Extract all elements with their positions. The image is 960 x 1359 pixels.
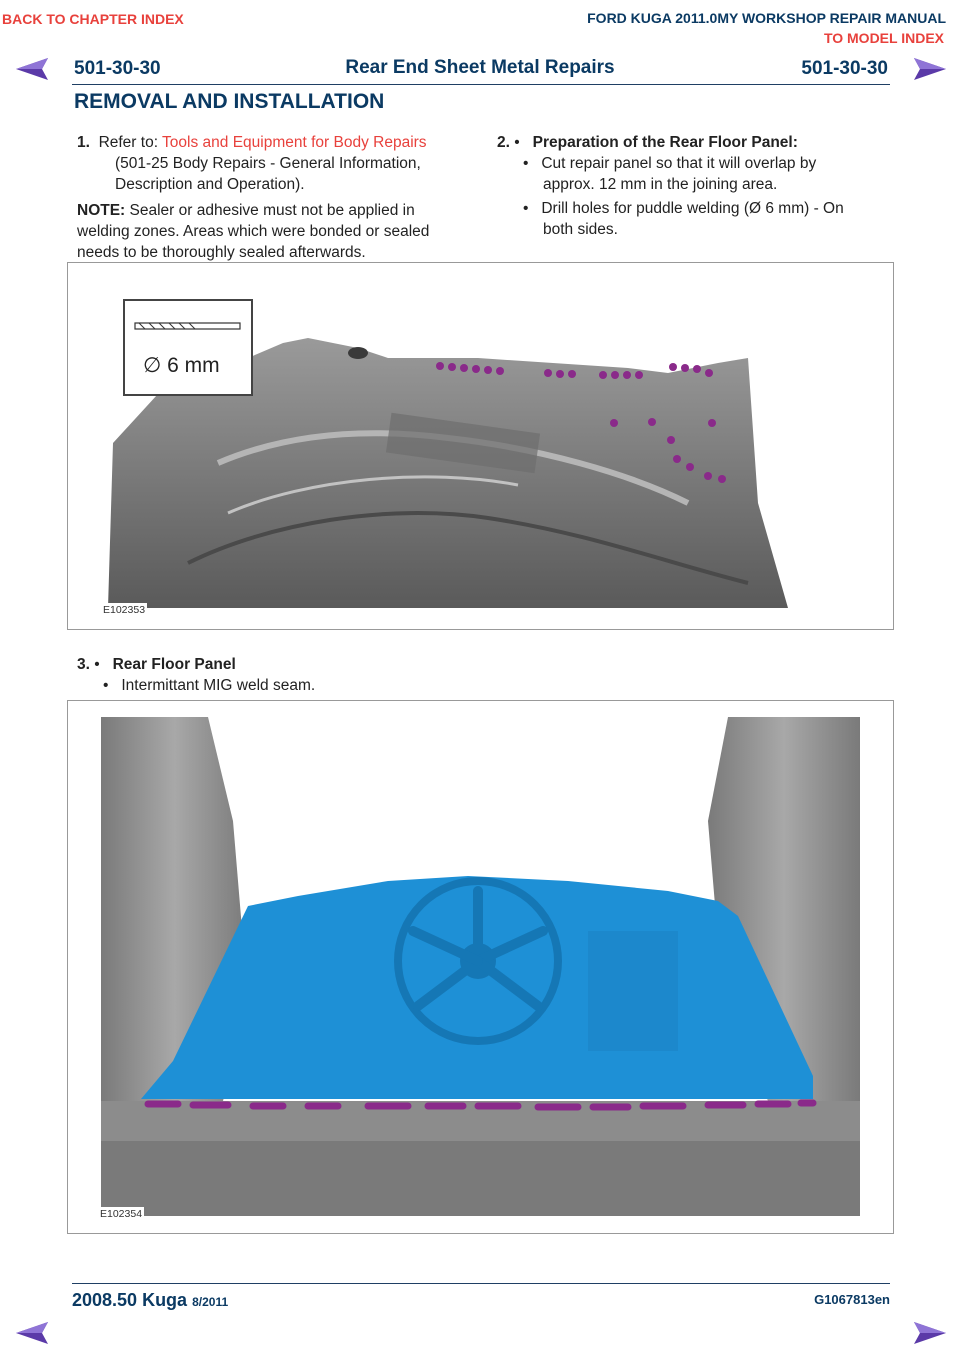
- step-2: [497, 132, 897, 240]
- manual-title: FORD KUGA 2011.0MY WORKSHOP REPAIR MANUAL: [587, 10, 946, 26]
- step-1-reference-a: (501-25 Body Repairs - General Information,: [115, 155, 421, 172]
- next-page-bottom-arrow-icon[interactable]: [912, 1320, 948, 1346]
- diameter-icon: ∅: [143, 354, 162, 377]
- footer-rule: [72, 1283, 890, 1284]
- drill-bit-inset: [123, 299, 253, 396]
- figure-1-code: E102353: [103, 604, 146, 616]
- note-label: NOTE:: [77, 202, 126, 219]
- section-heading: REMOVAL AND INSTALLATION: [74, 90, 385, 113]
- note-line-c: needs to be thoroughly sealed afterwards.: [77, 244, 366, 261]
- step-2-title: Preparation of the Rear Floor Panel:: [532, 134, 798, 151]
- step-3: [77, 654, 577, 696]
- section-code-left: 501-30-30: [74, 58, 161, 79]
- bullet-icon: •: [523, 200, 529, 217]
- footer-model-name: 2008.50 Kuga: [72, 1290, 188, 1310]
- step-1: [77, 132, 467, 195]
- note-line-a: Sealer or adhesive must not be applied in: [129, 202, 415, 219]
- luggage-compartment-illustration: [68, 701, 892, 1232]
- previous-page-bottom-arrow-icon[interactable]: [14, 1320, 50, 1346]
- next-page-arrow-icon[interactable]: [912, 56, 948, 82]
- step-1-number: 1.: [77, 134, 90, 151]
- drill-bit-icon: [125, 301, 251, 341]
- step-3-title: Rear Floor Panel: [112, 656, 236, 673]
- footer-model: [72, 1290, 228, 1311]
- bullet-icon: •: [103, 677, 109, 694]
- step-3-bullet-1: Intermittant MIG weld seam.: [121, 677, 316, 694]
- figure-rear-floor-weld-seam: [67, 700, 894, 1234]
- step-2-bullet-1a: Cut repair panel so that it will overlap by: [541, 155, 817, 172]
- note-line-b: welding zones. Areas which were bonded or sealed: [77, 223, 430, 240]
- step-2-bullet-2b: both sides.: [543, 221, 618, 238]
- step-1-reference-b: Description and Operation).: [115, 176, 305, 193]
- step-2-bullet-2a: Drill holes for puddle welding (Ø 6 mm) - On: [541, 200, 844, 217]
- step-3-number: 3.: [77, 656, 90, 673]
- footer-date: 8/2011: [192, 1295, 229, 1309]
- header-rule: [72, 84, 890, 85]
- to-model-index-link[interactable]: TO MODEL INDEX: [823, 30, 944, 46]
- note-block: [77, 200, 472, 263]
- figure-rear-floor-drill-holes: [67, 262, 894, 630]
- step-2-bullet-1b: approx. 12 mm in the joining area.: [543, 176, 778, 193]
- back-to-chapter-index-link[interactable]: BACK TO CHAPTER INDEX: [2, 11, 184, 27]
- bullet-icon: •: [514, 134, 520, 151]
- footer-doc-code: G1067813en: [814, 1292, 890, 1307]
- page-title: Rear End Sheet Metal Repairs: [345, 57, 615, 78]
- bullet-icon: •: [94, 656, 100, 673]
- figure-2-code: E102354: [100, 1208, 143, 1220]
- step-1-refer: Refer to:: [98, 134, 159, 151]
- step-2-number: 2.: [497, 134, 510, 151]
- section-code-right: 501-30-30: [801, 58, 888, 79]
- bullet-icon: •: [523, 155, 529, 172]
- inset-size-label: 6 mm: [167, 354, 220, 377]
- tools-equipment-link[interactable]: Tools and Equipment for Body Repairs: [162, 134, 427, 151]
